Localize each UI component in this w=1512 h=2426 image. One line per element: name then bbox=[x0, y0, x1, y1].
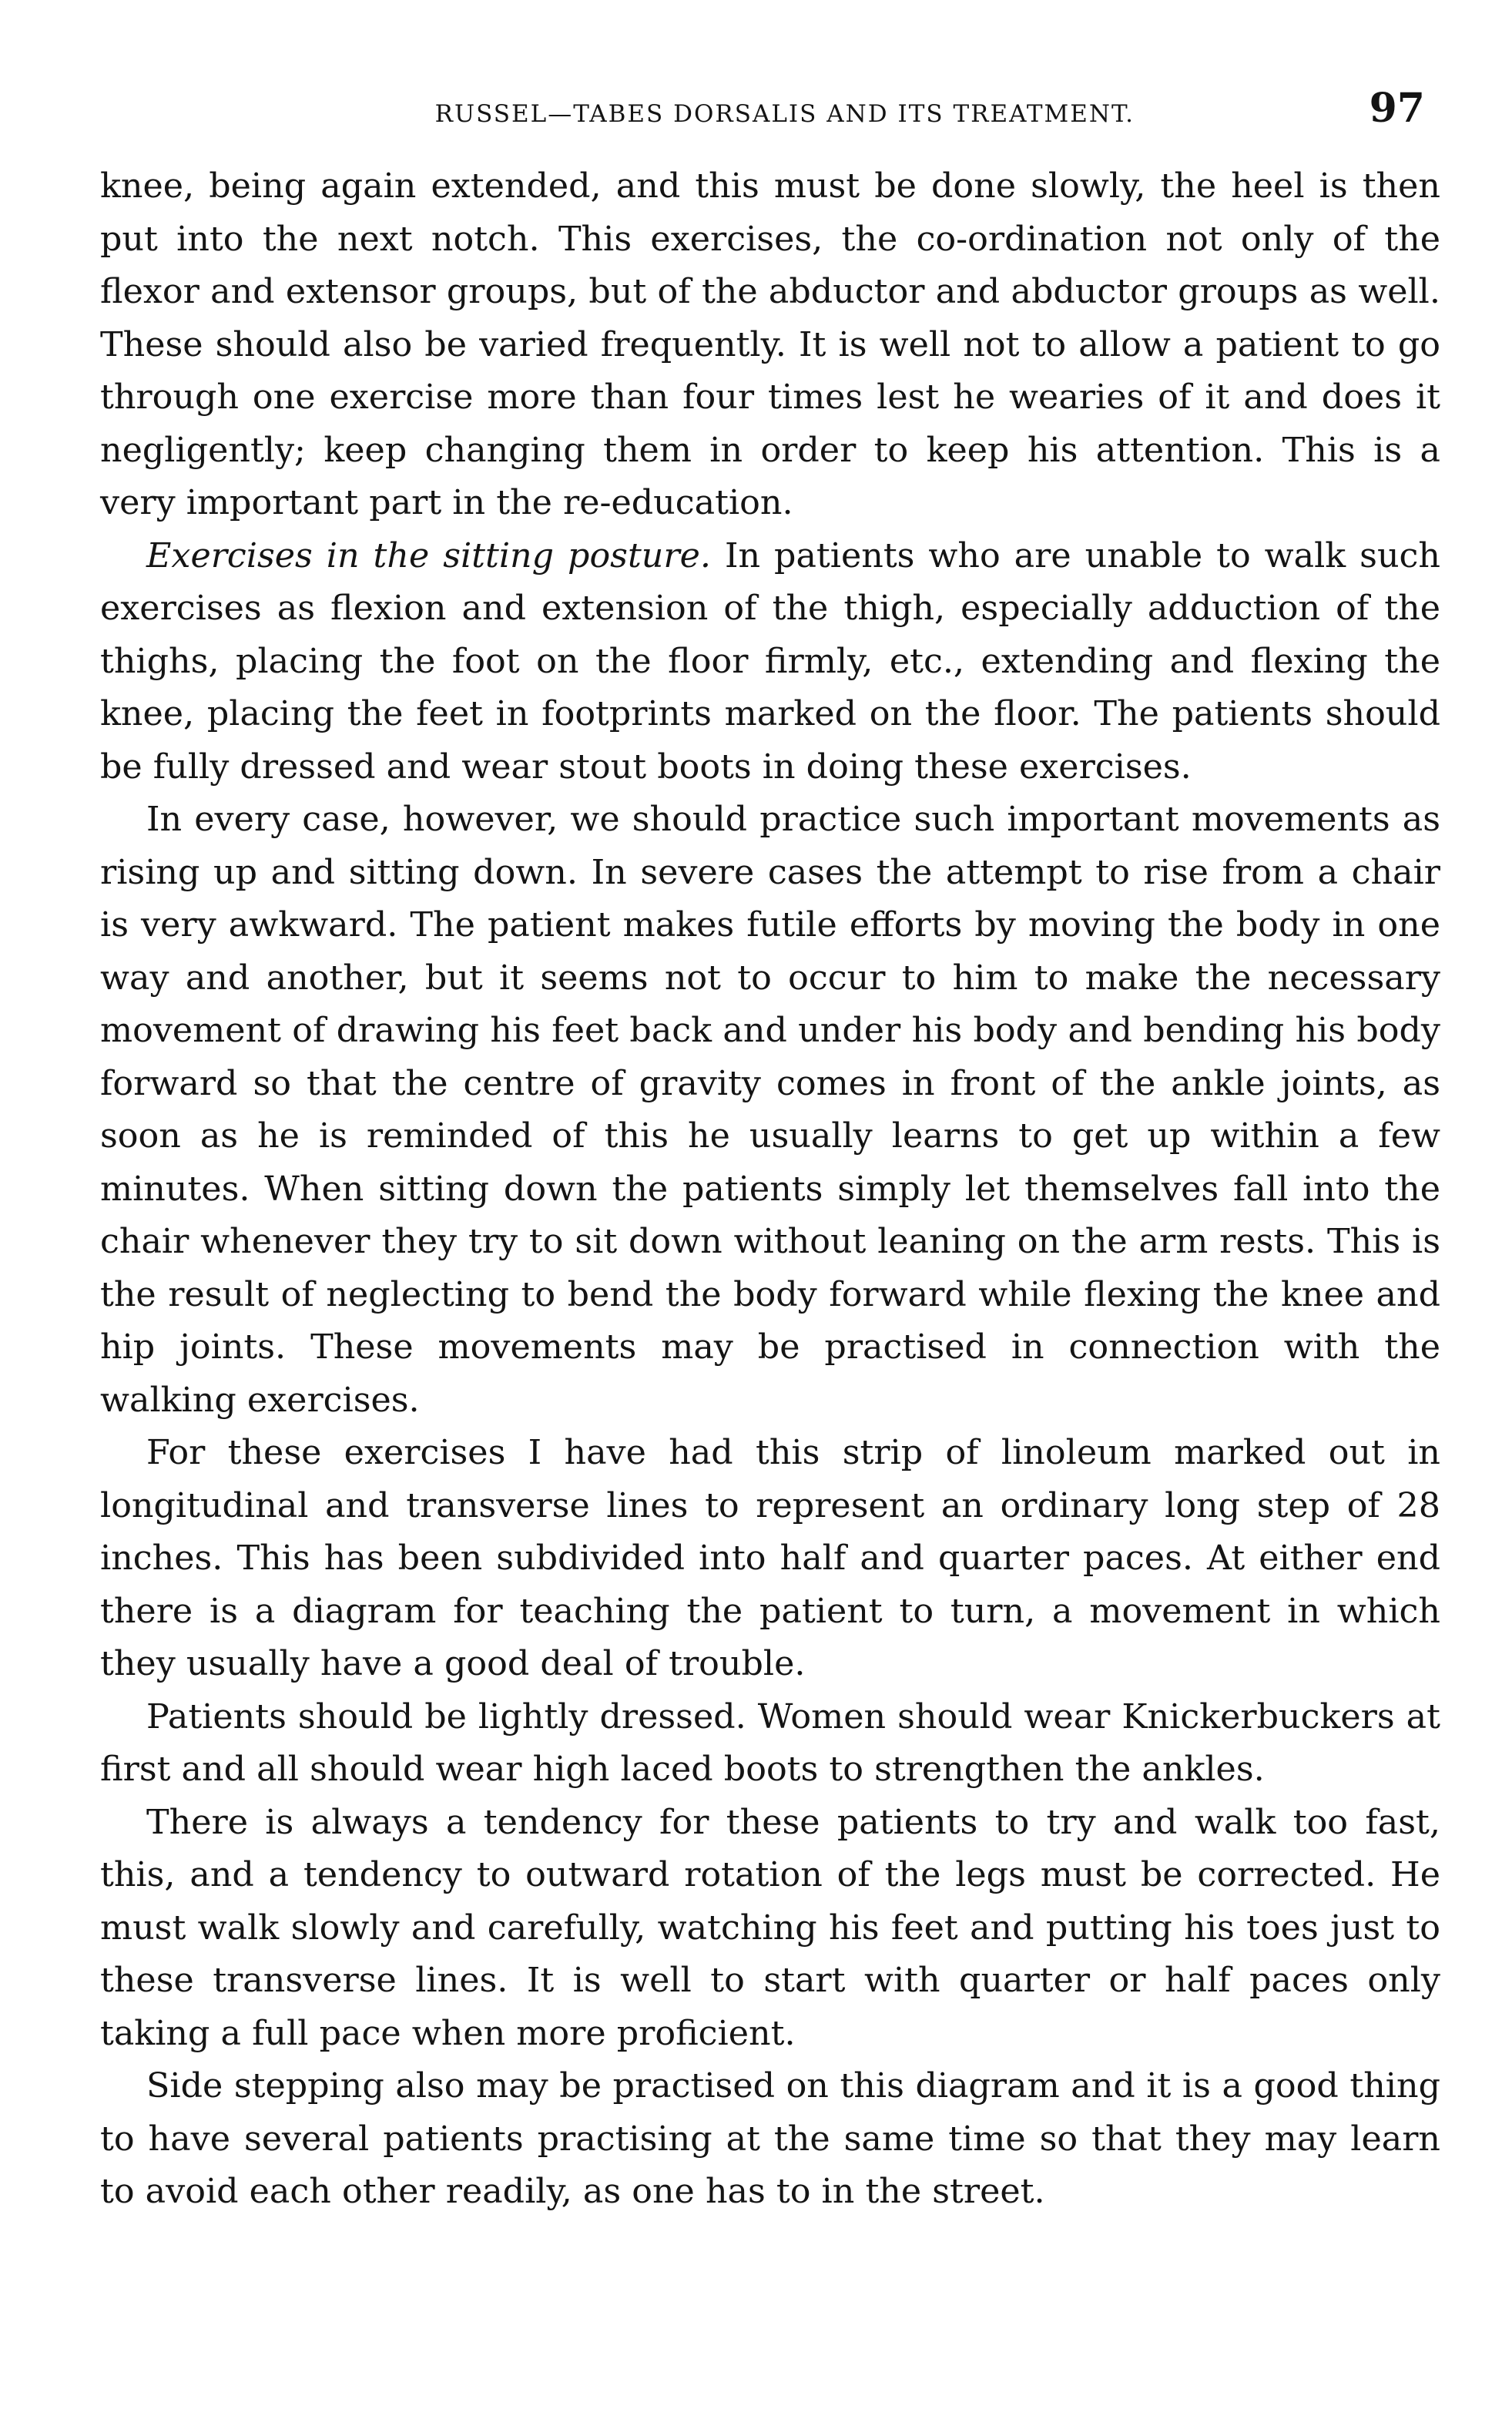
paragraph-1 bbox=[100, 160, 1440, 530]
paragraph-1-text: knee, being again extended, and this must be done slowly, the heel is then put into the next notch. This exercises, the co-ordination not only of the flexor and extensor groups, but of the abductor and abductor groups as well. These should also be varied frequently. It is well not to allow a patient to go through one exercise more than four times lest he wearies of it and does it negligently; keep changing them in order to keep his attention. This is a very important part in the re-education. bbox=[100, 166, 1440, 522]
book-page bbox=[100, 85, 1440, 2219]
running-head bbox=[100, 85, 1440, 139]
body-text bbox=[100, 160, 1440, 2219]
paragraph-3 bbox=[100, 794, 1440, 1427]
paragraph-7-text: Side stepping also may be practised on this diagram and it is a good thing to have several patients practising at the same time so that they may learn to avoid each other readily, as one has to in the street. bbox=[100, 2066, 1440, 2211]
paragraph-2-text: In patients who are unable to walk such exercises as flexion and extension of the thigh, especially adduction of the thighs, placing the foot on the floor firmly, etc., extending and flexing the knee, placing the feet in footprints marked on the floor. The patients should be fully dressed and wear stout boots in doing these exercises. bbox=[100, 535, 1440, 787]
paragraph-4 bbox=[100, 1427, 1440, 1691]
paragraph-6-text: There is always a tendency for these patients to try and walk too fast, this, and a tendency to outward rotation of the legs must be corrected. He must walk slowly and carefully, watching his feet and putting his toes just to these transverse lines. It is well to start with quarter or half paces only taking a full pace when more proficient. bbox=[100, 1802, 1440, 2053]
paragraph-7 bbox=[100, 2060, 1440, 2219]
paragraph-5 bbox=[100, 1691, 1440, 1797]
paragraph-3-text: In every case, however, we should practice such important movements as rising up and sitting down. In severe cases the attempt to rise from a chair is very awkward. The patient makes futile efforts by moving the body in one way and another, but it seems not to occur to him to make the necessary movement of drawing his feet back and under his body and bending his body forward so that the centre of gravity comes in front of the ankle joints, as soon as he is reminded of this he usually learns to get up within a few minutes. When sitting down the patients simply let themselves fall into the chair whenever they try to sit down without leaning on the arm rests. This is the result of neglecting to bend the body forward while flexing the knee and hip joints. These movements may be practised in connection with the walking exercises. bbox=[100, 800, 1440, 1420]
paragraph-4-text: For these exercises I have had this strip of linoleum marked out in longitudinal and transverse lines to represent an ordinary long step of 28 inches. This has been subdivided into half and quarter paces. At either end there is a diagram for teaching the patient to turn, a movement in which they usually have a good deal of trouble. bbox=[100, 1433, 1440, 1683]
running-title: RUSSEL—TABES DORSALIS AND ITS TREATMENT. bbox=[434, 100, 1135, 128]
page-number: 97 bbox=[1369, 85, 1425, 132]
paragraph-6 bbox=[100, 1797, 1440, 2061]
section-heading-sitting-posture: Exercises in the sitting posture. bbox=[146, 535, 711, 575]
paragraph-2 bbox=[100, 530, 1440, 794]
paragraph-5-text: Patients should be lightly dressed. Women should wear Knickerbuckers at first and all should wear high laced boots to strengthen the ankles. bbox=[100, 1696, 1440, 1789]
